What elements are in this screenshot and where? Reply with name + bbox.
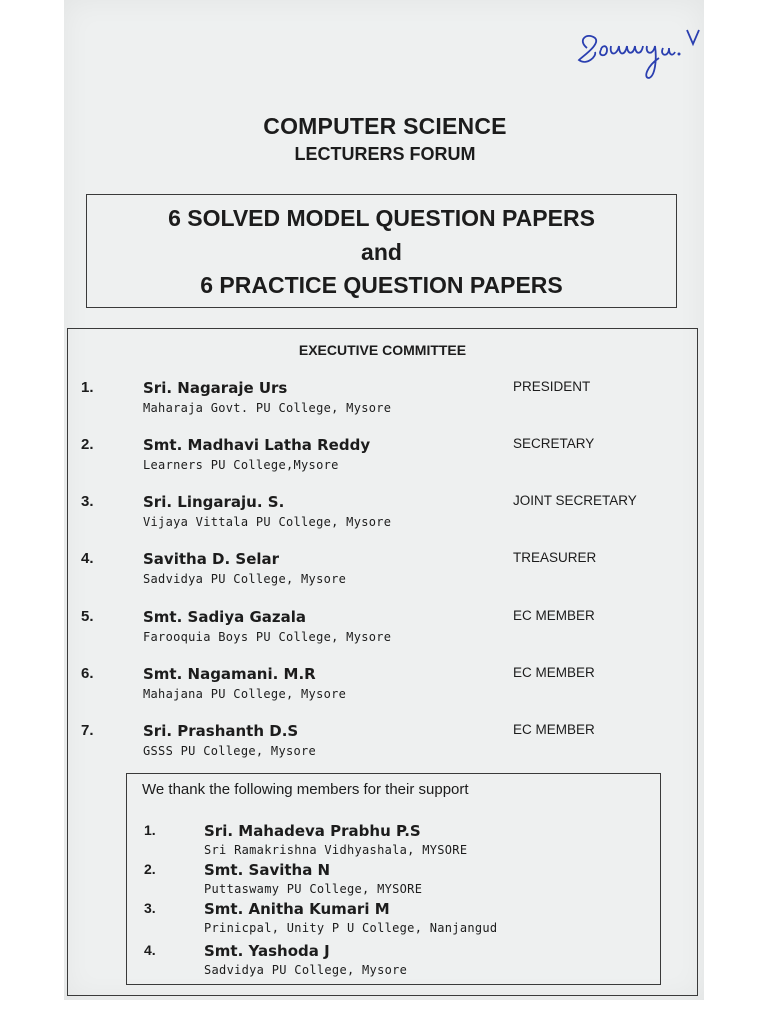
member-name: Smt. Sadiya Gazala [143,608,307,626]
supporter-number: 2. [144,861,156,877]
supporter-number: 4. [144,942,156,958]
committee-member [68,722,697,772]
member-name: Sri. Nagaraje Urs [143,379,288,397]
committee-member [68,493,697,543]
member-role: JOINT SECRETARY [513,493,637,508]
member-name: Smt. Madhavi Latha Reddy [143,436,371,454]
member-number: 4. [81,550,94,567]
papers-title-line-3: 6 PRACTICE QUESTION PAPERS [200,272,563,298]
papers-title-line-2: and [361,239,402,265]
member-name: Smt. Nagamani. M.R [143,665,316,683]
committee-member [68,608,697,658]
supporter-name: Smt. Yashoda J [204,942,330,960]
member-college: GSSS PU College, Mysore [143,744,317,758]
member-number: 5. [81,608,94,625]
member-number: 6. [81,665,94,682]
member-number: 7. [81,722,94,739]
supporter-name: Smt. Anitha Kumari M [204,900,390,918]
supporter-number: 3. [144,900,156,916]
member-number: 1. [81,379,94,396]
supporter-number: 1. [144,822,156,838]
committee-member [68,550,697,600]
handwritten-signature [573,26,713,86]
member-college: Farooquia Boys PU College, Mysore [143,630,392,644]
forum-subtitle: LECTURERS FORUM [294,144,476,164]
committee-heading: EXECUTIVE COMMITTEE [298,342,467,358]
member-number: 2. [81,436,94,453]
supporter-college: Sri Ramakrishna Vidhyashala, MYSORE [204,843,468,857]
supporter-college: Sadvidya PU College, Mysore [204,963,408,977]
supporter-college: Puttaswamy PU College, MYSORE [204,882,423,896]
member-role: EC MEMBER [513,722,595,737]
member-name: Sri. Lingaraju. S. [143,493,285,511]
committee-member [68,665,697,715]
member-college: Learners PU College,Mysore [143,458,339,472]
member-role: TREASURER [513,550,597,565]
executive-committee-box [67,328,698,996]
forum-title: COMPUTER SCIENCE [263,113,507,139]
member-college: Sadvidya PU College, Mysore [143,572,347,586]
papers-title-box [86,194,677,308]
committee-member [68,379,697,429]
member-name: Sri. Prashanth D.S [143,722,299,740]
member-college: Vijaya Vittala PU College, Mysore [143,515,392,529]
supporter-name: Sri. Mahadeva Prabhu P.S [204,822,421,840]
member-name: Savitha D. Selar [143,550,280,568]
member-role: EC MEMBER [513,665,595,680]
papers-title-line-1: 6 SOLVED MODEL QUESTION PAPERS [168,205,595,231]
member-role: PRESIDENT [513,379,591,394]
member-role: EC MEMBER [513,608,595,623]
support-heading: We thank the following members for their support [142,781,469,798]
member-role: SECRETARY [513,436,595,451]
member-college: Maharaja Govt. PU College, Mysore [143,401,392,415]
member-number: 3. [81,493,94,510]
support-members-box [126,773,661,985]
supporter-name: Smt. Savitha N [204,861,331,879]
member-college: Mahajana PU College, Mysore [143,687,347,701]
committee-member [68,436,697,486]
supporter-college: Prinicpal, Unity P U College, Nanjangud [204,921,498,935]
